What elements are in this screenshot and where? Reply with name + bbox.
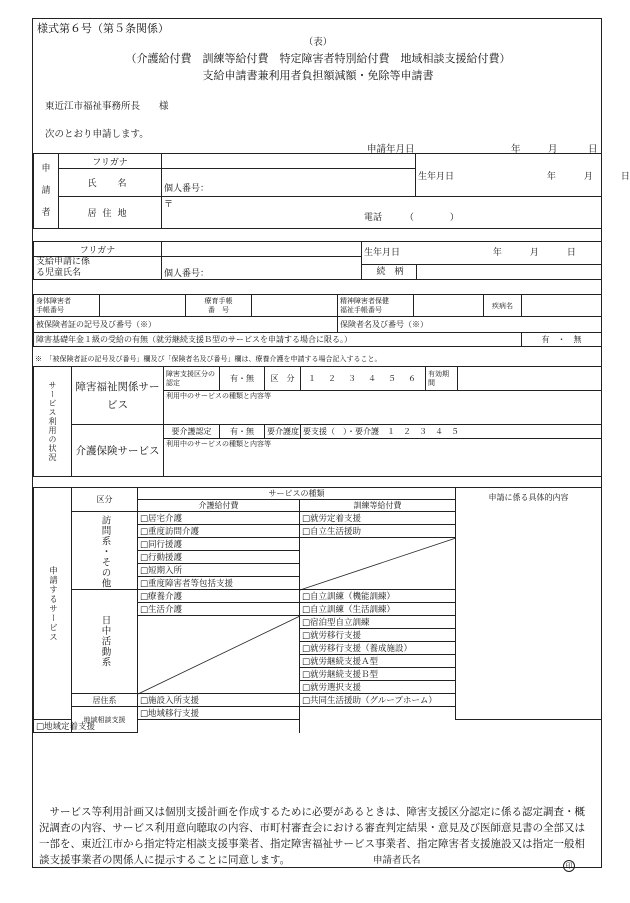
care-service-label: 介護保険サービス <box>72 425 164 477</box>
service-type-header: サービスの種類 <box>138 488 456 500</box>
date-year: 年 <box>511 144 521 155</box>
community-category-label: 地域相談支援 <box>72 707 138 733</box>
applicant-address-label: 居住地 <box>59 197 162 229</box>
disability-in-use-field[interactable]: 利用中のサービスの種類と内容等 <box>164 391 602 425</box>
service-shuro-iko[interactable]: □就労移行支援 <box>300 629 456 642</box>
mental-handbook-field[interactable] <box>414 295 484 317</box>
applicant-address-field[interactable]: 〒 電話 （ ） <box>162 197 602 229</box>
care-cert-choice[interactable]: 有・無 <box>220 425 265 439</box>
service-group-home[interactable]: □共同生活援助（グループホーム） <box>300 694 456 707</box>
service-kino-kunren[interactable]: □自立訓練（機能訓練） <box>300 590 456 603</box>
consent-text: サービス等利用計画又は個別支援計画を作成するために必要があるときは、障害支援区分認定に係る認定調査・概況調査の内容、サービス利用意向聴取の内容、市町村審査会における審査判定結果・意見及び医師意見書の全部又は一部を、東近江市から指定特定相談支援事業者、指定障害福祉サービス事業者、指定障害者支援施設又は指定一般相談支援事業者の関係人に提示することに同意します。 <box>39 806 585 866</box>
child-name-label: 支給申請に係 る児童氏名 <box>34 257 162 280</box>
disease-field[interactable] <box>522 295 602 317</box>
service-shuro-sentaku[interactable]: □就労選択支援 <box>300 681 456 694</box>
services-side-label: 申請するサービス <box>34 488 72 720</box>
handbook-table <box>33 294 602 347</box>
table-label: （表） <box>303 37 333 48</box>
service-shisetsu-nyusho[interactable]: □施設入所支援 <box>138 694 300 707</box>
service-keizoku-b[interactable]: □就労継続支援Ｂ型 <box>300 668 456 681</box>
service-kyotaku[interactable]: □居宅介護 <box>138 512 300 525</box>
visit-blank-cell <box>300 538 456 590</box>
disability-service-label: 障害福祉関係サービス <box>72 367 164 425</box>
detail-field[interactable]: 申請に係る具体的内容 <box>456 488 602 720</box>
applicant-table <box>33 153 630 229</box>
physical-handbook-label: 身体障害者 手帳番号 <box>34 295 100 317</box>
service-ryoyo-kaigo[interactable]: □療養介護 <box>138 590 300 603</box>
category-label: 区 分 <box>265 367 301 391</box>
service-keizoku-a[interactable]: □就労継続支援Ａ型 <box>300 655 456 668</box>
service-kodo-engo[interactable]: □行動援護 <box>138 551 300 564</box>
diagonal-line <box>138 616 300 694</box>
support-cert-label: 障害支援区分の認定 <box>164 367 220 391</box>
application-form <box>32 18 630 870</box>
support-cert-choice[interactable]: 有・無 <box>220 367 265 391</box>
usage-side-label: サービス利用の状況 <box>34 367 72 477</box>
day-category-label: 日中活動系 <box>72 590 138 694</box>
category-levels[interactable]: １ ２ ３ ４ ５ ６ <box>301 367 426 391</box>
applicant-side-label: 申 請 者 <box>34 154 59 229</box>
child-table: フリガナ 生年月日 年 月 日 続 柄 支給申請に係 る児童氏名 個人番号： <box>33 241 602 280</box>
service-shuro-teichaku[interactable]: □就労定着支援 <box>300 512 456 525</box>
form-title-line1: （介護給付費 訓練等給付費 特定障害者特別給付費 地域相談支援給付費） <box>125 52 511 65</box>
service-seikatsu-kaigo[interactable]: □生活介護 <box>138 603 300 616</box>
kubun-header: 区分 <box>72 488 138 512</box>
application-date-label: 申請年月日 <box>367 144 415 155</box>
visit-category-label: 訪問系・その他 <box>72 512 138 590</box>
applicant-birth-field[interactable]: 生年月日 年 月 日 <box>416 154 602 197</box>
valid-period-label: 有効期間 <box>426 367 458 391</box>
child-id-field[interactable]: 個人番号： <box>162 257 362 280</box>
care-cert-label: 要介護認定 <box>164 425 220 439</box>
service-chiiki-iko[interactable]: □地域移行支援 <box>138 707 300 720</box>
service-jiritsu-seikatsu[interactable]: □自立生活援助 <box>300 525 456 538</box>
service-tanki-nyusho[interactable]: □短期入所 <box>138 564 300 577</box>
service-judo-hokatsu[interactable]: □重度障害者等包括支援 <box>138 577 300 590</box>
care-in-use-field[interactable]: 利用中のサービスの種類と内容等 <box>164 439 602 477</box>
diagonal-line <box>300 538 456 590</box>
child-furigana-field[interactable] <box>162 242 362 257</box>
valid-period-field[interactable] <box>458 367 602 391</box>
service-seikatsu-kunren[interactable]: □自立訓練（生活訓練） <box>300 603 456 616</box>
form-number: 様式第６号（第５条関係） <box>37 22 169 35</box>
applicant-furigana-field[interactable] <box>162 154 416 169</box>
applicant-id-field[interactable]: 個人番号： <box>162 169 416 197</box>
ryoiku-handbook-field[interactable] <box>252 295 338 317</box>
service-doko-engo[interactable]: □同行援護 <box>138 538 300 551</box>
service-shuro-iko-yosei[interactable]: □就労移行支援（養成施設） <box>300 642 456 655</box>
usage-table <box>33 366 602 477</box>
service-shukuhaku-kunren[interactable]: □宿泊型自立訓練 <box>300 616 456 629</box>
insurance-number-field[interactable]: 被保険者証の記号及び番号（※） <box>34 317 338 333</box>
form-title-line2: 支給申請書兼利用者負担額減額・免除等申請書 <box>202 69 434 82</box>
addressee: 東近江市福祉事務所長 様 <box>45 101 169 112</box>
physical-handbook-field[interactable] <box>100 295 186 317</box>
signer-label: 申請者氏名 <box>373 855 421 866</box>
pension-choice[interactable]: 有 ・ 無 <box>522 333 602 347</box>
care-degree-choice[interactable]: 要支援（ ）・要介護 １ ２ ３ ４ ５ <box>301 425 602 439</box>
insurance-note: ※ 「被保険者証の記号及び番号」欄及び「保険者名及び番号」欄は、療養介護を申請する場合記入すること。 <box>35 355 382 363</box>
date-month: 月 <box>548 144 558 155</box>
disease-label: 疾病名 <box>484 295 522 317</box>
kunren-header: 訓練等給付費 <box>300 500 456 512</box>
residence-category-label: 居住系 <box>72 694 138 707</box>
applicant-name-label: 氏 名 <box>59 169 162 197</box>
date-day: 日 <box>588 144 598 155</box>
services-table <box>33 487 602 733</box>
service-chiiki-teichaku[interactable]: □地域定着支援 <box>34 720 72 733</box>
mental-handbook-label: 精神障害者保健 福祉手帳番号 <box>338 295 414 317</box>
day-blank-cell <box>138 616 300 694</box>
service-judo-homon[interactable]: □重度訪問介護 <box>138 525 300 538</box>
applicant-furigana-label: フリガナ <box>59 154 162 169</box>
care-degree-label: 要介護度 <box>265 425 301 439</box>
seal-mark: 印 <box>563 853 575 872</box>
child-furigana-label: フリガナ <box>34 242 162 257</box>
insurer-field[interactable]: 保険者名及び番号（※） <box>338 317 602 333</box>
intro-text: 次のとおり申請します。 <box>45 129 149 140</box>
pension-question: 障害基礎年金１級の受給の有無（就労継続支援Ｂ型のサービスを申請する場合に限る。） <box>34 333 522 347</box>
kaigo-header: 介護給付費 <box>138 500 300 512</box>
child-relation-field[interactable]: 続 柄 <box>362 265 601 279</box>
ryoiku-handbook-label: 療育手帳 番 号 <box>186 295 252 317</box>
